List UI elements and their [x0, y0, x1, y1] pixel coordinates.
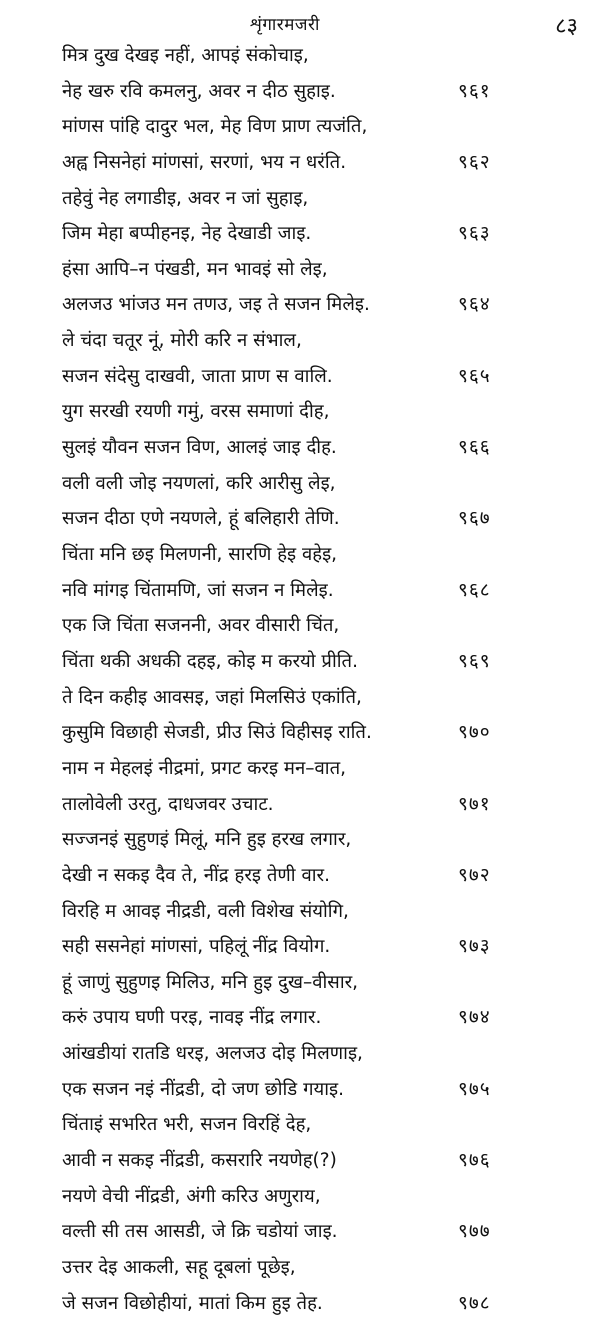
verse-line-2: आवी न सकइ नींद्रडी, कसरारि नयणेह(?) [62, 1150, 337, 1172]
verse-line-2: एक सजन नइं नींद्रडी, दो जण छोडि गयाइ. [62, 1078, 344, 1100]
verse-line-1: मांणस पांहि दादुर भल, मेह विण प्राण त्यजंति, [62, 116, 368, 138]
verse [0, 822, 600, 893]
verse-line-2: सजन संदेसु दाखवी, जाता प्राण स वालि. [62, 365, 333, 387]
verse-line-2: नेह खरु रवि कमलनु, अवर न दीठ सुहाइ. [62, 80, 336, 102]
verse-line-2: सजन दीठा एणे नयणले, हूं बलिहारी तेणि. [62, 508, 340, 530]
verse-line-2: देखी न सकइ दैव ते, नींद्र हरइ तेणी वार. [62, 864, 330, 886]
verse-line-1: मित्र दुख देखइ नहीं, आपइं संकोचाइ, [62, 45, 309, 66]
verse-line-1: सज्जनइं सुहुणइं मिलूं, मनि हुइ हरख लगार, [62, 829, 352, 851]
verse-line-1: आंखडीयां रातडि धरइ, अलजउ दोइ मिलणाइ, [62, 1043, 363, 1065]
verse-number: ९६७ [458, 507, 491, 530]
verse [0, 252, 600, 323]
verse-number: ९७७ [458, 1220, 491, 1243]
verse [0, 181, 600, 252]
verse [0, 751, 600, 822]
page-header [0, 8, 600, 38]
verse [0, 1107, 600, 1178]
verse [0, 680, 600, 751]
verse-number: ९७२ [458, 863, 491, 886]
verse-line-2: अलजउ भांजउ मन तणउ, जइ ते सजन मिलेइ. [62, 294, 370, 316]
verse-number: ९६८ [458, 578, 491, 601]
verse [0, 466, 600, 537]
verse-line-2: वल्ती सी तस आसडी, जे क्रि चडोयां जाइ. [62, 1221, 338, 1243]
verse-number: ९६२ [458, 150, 491, 173]
verse-line-2: करुं उपाय घणी परइ, नावइ नींद्र लगार. [62, 1007, 322, 1029]
verse-line-1: चिंता मनि छइ मिलणनी, सारणि हेइ वहेइ, [62, 544, 338, 566]
verse-line-2: कुसुमि विछाही सेजडी, प्रीउ सिउं विहीसइ राति. [62, 722, 372, 744]
verse [0, 1036, 600, 1107]
verse-number: ९६५ [458, 364, 491, 387]
running-title: शृंगारमजरी [250, 15, 320, 35]
verse [0, 608, 600, 679]
verse-number: ९७१ [458, 792, 491, 815]
verse [0, 1250, 600, 1321]
verse [0, 394, 600, 465]
verse-line-1: तहेवुं नेह लगाडीइ, अवर न जां सुहाइ, [62, 187, 309, 209]
verse-number: ९६३ [458, 222, 491, 245]
verse-line-1: एक जि चिंता सजननी, अवर वीसारी चिंत, [62, 615, 340, 637]
verse [0, 109, 600, 180]
verse-line-1: नयणे वेची नींद्रडी, अंगी करिउ अणुराय, [62, 1185, 321, 1207]
verse-line-2: तालोवेली उरतु, दाधजवर उचाट. [62, 793, 274, 815]
verse-line-1: हूं जाणुं सुहुणइ मिलिउ, मनि हुइ दुख–वीसार, [62, 971, 359, 993]
verse-line-2: जे सजन विछोहीयां, मातां किम हुइ तेह. [62, 1292, 323, 1314]
verse-number: ९७६ [458, 1149, 491, 1172]
verse-line-1: वली वली जोइ नयणलां, करि आरीसु लेइ, [62, 472, 336, 494]
verse-number: ९६१ [458, 79, 491, 102]
verse-number: ९६६ [458, 436, 491, 459]
verse [0, 894, 600, 965]
verse-list [0, 38, 600, 1321]
verse-number: ९७० [458, 721, 491, 744]
verse-line-1: उत्तर देइ आकली, सहू दूबलां पूछेइ, [62, 1257, 296, 1279]
verse [0, 323, 600, 394]
verse-line-2: नवि मांगइ चिंतामणि, जां सजन न मिलेइ. [62, 579, 334, 601]
verse [0, 537, 600, 608]
verse-number: ९७५ [458, 1077, 491, 1100]
verse [0, 38, 600, 109]
verse-line-1: युग सरखी रयणी गमुं, वरस समाणां दीह, [62, 401, 330, 423]
verse-line-1: चिंताइं सभरित भरी, सजन विरहिं देह, [62, 1114, 312, 1136]
verse-number: ९७८ [458, 1291, 491, 1314]
verse-number: ९६४ [458, 293, 491, 316]
verse-number: ९७४ [458, 1006, 491, 1029]
verse-number: ९७३ [458, 935, 491, 958]
verse-line-1: ले चंदा चतूर नूं, मोरी करि न संभाल, [62, 330, 302, 352]
verse [0, 965, 600, 1036]
verse-line-2: जिम मेहा बप्पीहनइ, नेह देखाडी जाइ. [62, 223, 312, 245]
verse-line-1: नाम न मेहलइं नीद्रमां, प्रगट करइ मन–वात, [62, 757, 347, 779]
verse-line-1: हंसा आपि–न पंखडी, मन भावइं सो लेइ, [62, 258, 328, 280]
verse [0, 1179, 600, 1250]
verse-line-2: अह्व निसनेहां मांणसां, सरणां, भय न धरंति. [62, 151, 347, 173]
verse-line-2: चिंता थकी अधकी दहइ, कोइ म करयो प्रीति. [62, 650, 358, 672]
verse-line-2: सुलइं यौवन सजन विण, आलइं जाइ दीह. [62, 437, 337, 459]
verse-line-1: ते दिन कहीइ आवसइ, जहां मिलसिउं एकांति, [62, 686, 362, 708]
verse-line-2: सही ससनेहां मांणसां, पहिलूं नींद्र वियोग. [62, 936, 331, 958]
verse-number: ९६९ [458, 649, 491, 672]
page-number: ८३ [555, 14, 578, 39]
verse-line-1: विरहि म आवइ नीद्रडी, वली विशेख संयोगि, [62, 900, 349, 922]
